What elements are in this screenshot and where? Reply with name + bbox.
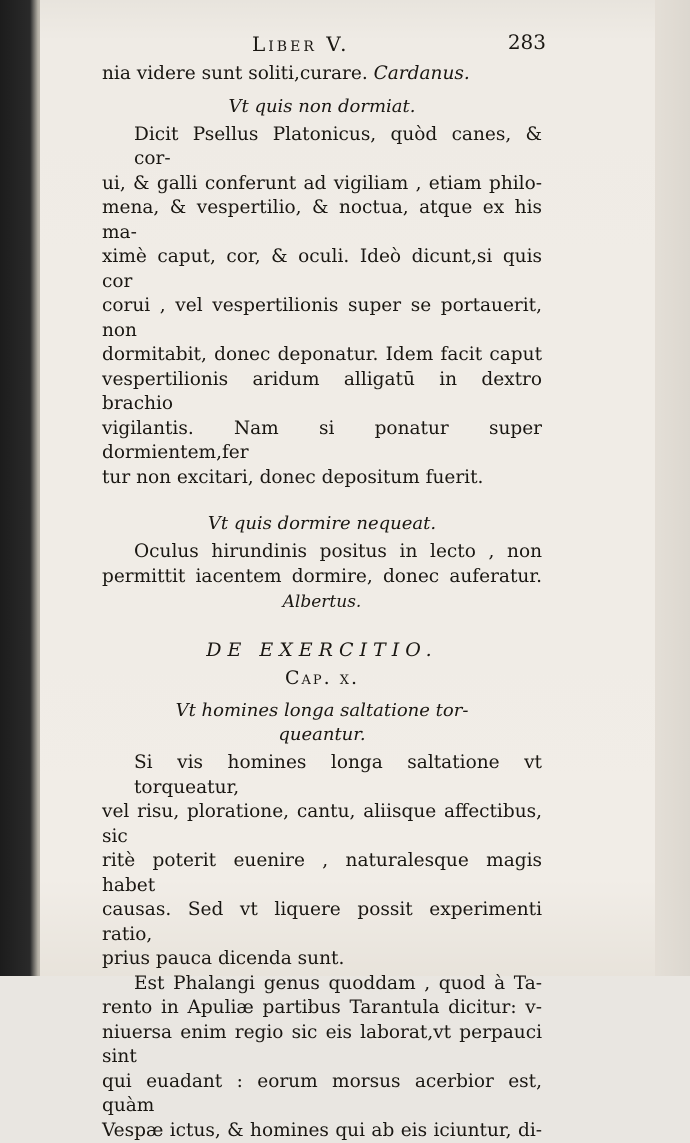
text-line: Oculus hirundinis positus in lecto , non (102, 540, 542, 565)
text-line: Si vis homines longa saltatione vt torqueatur, (102, 751, 542, 800)
page-number: 283 (508, 30, 546, 54)
text-line: dormitabit, donec deponatur. Idem facit caput (102, 343, 542, 368)
chapter-number: Cap. x. (102, 665, 542, 691)
text-line: ui, & galli conferunt ad vigiliam , etiam philo- (102, 172, 542, 197)
text-line: vigilantis. Nam si ponatur super dormientem,fer (102, 417, 542, 466)
text-line: vel risu, ploratione, cantu, aliisque affectibus, sic (102, 800, 542, 849)
section-title: Vt homines longa saltatione tor- (102, 699, 542, 723)
text-line: qui euadant : eorum morsus acerbior est, quàm (102, 1070, 542, 1119)
text-line: Vespæ ictus, & homines qui ab eis iciuntur, di- (102, 1119, 542, 1143)
text-line: mena, & vespertilio, & noctua, atque ex his ma- (102, 196, 542, 245)
text-line: vespertilionis aridum alligatū in dextro brachio (102, 368, 542, 417)
text-line: Est Phalangi genus quoddam , quod à Ta- (102, 972, 542, 997)
author-albertus: Albertus. (102, 589, 542, 615)
text-line: ximè caput, cor, & oculi. Ideò dicunt,si quis cor (102, 245, 542, 294)
text-line: rento in Apuliæ partibus Tarantula dicitur: v- (102, 996, 542, 1021)
text-line: niuersa enim regio sic eis laborat,vt perpauci sint (102, 1021, 542, 1070)
text-line: Dicit Psellus Platonicus, quòd canes, & cor- (102, 123, 542, 172)
section-title: Vt quis non dormiat. (102, 91, 542, 123)
chapter-title: DE EXERCITIO. (102, 635, 542, 665)
text-line: ritè poterit euenire , naturalesque magis habet (102, 849, 542, 898)
text-line: tur non excitari, donec depositum fuerit. (102, 466, 542, 491)
text-line: permittit iacentem dormire, donec auferatur. (102, 565, 542, 590)
running-title: Liber V. (252, 32, 350, 56)
text-line: prius pauca dicenda sunt. (102, 947, 542, 972)
text-line: nia videre sunt soliti,curare. Cardanus. (102, 62, 542, 87)
section-title: queantur. (102, 723, 542, 747)
running-header (102, 28, 542, 62)
text-line: causas. Sed vt liquere possit experimenti ratio, (102, 898, 542, 947)
author-cardanus: Cardanus. (374, 63, 470, 84)
text-line: corui , vel vespertilionis super se portauerit, non (102, 294, 542, 343)
section-title: Vt quis dormire nequeat. (102, 508, 542, 540)
